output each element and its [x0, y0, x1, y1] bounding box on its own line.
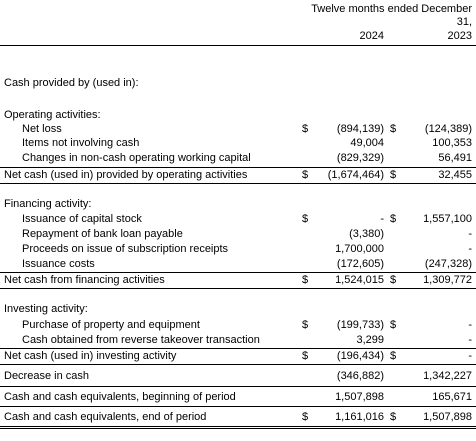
value-2024: (894,139)	[336, 123, 384, 135]
value-2024: 1,507,898	[335, 391, 384, 403]
row-label: Issuance costs	[22, 258, 95, 270]
value-2024: 1,161,016	[335, 411, 384, 423]
value-2024: (829,329)	[336, 152, 384, 164]
row-label: Net cash from financing activities	[4, 274, 165, 286]
value-2023: 56,491	[438, 152, 472, 164]
row-label: Changes in non-cash operating working capital	[22, 152, 251, 164]
row-label: Net loss	[22, 123, 62, 135]
grand-total-rule	[0, 426, 476, 429]
value-2024: (3,380)	[349, 228, 384, 240]
row-label: Purchase of property and equipment	[22, 319, 200, 331]
row-label: Net cash (used in) provided by operating activities	[4, 169, 248, 181]
currency-symbol: $	[302, 319, 309, 331]
row-label: Decrease in cash	[4, 370, 89, 382]
value-2024: (172,605)	[336, 258, 384, 270]
currency-symbol: $	[390, 411, 397, 423]
value-2023: -	[468, 334, 472, 346]
value-2024: (1,674,464)	[327, 169, 384, 181]
currency-symbol: $	[390, 123, 397, 135]
value-2023: 165,671	[432, 391, 472, 403]
section-heading-financing: Financing activity:	[4, 198, 92, 210]
column-header-2024: 2024	[359, 30, 384, 42]
currency-symbol: $	[390, 350, 397, 362]
header-rule	[0, 45, 476, 46]
value-2023: 1,557,100	[423, 213, 472, 225]
value-2023: (124,389)	[424, 123, 472, 135]
value-2023: (247,328)	[424, 258, 472, 270]
value-2023: 32,455	[438, 169, 472, 181]
value-2023: 100,353	[432, 137, 472, 149]
value-2023: -	[468, 319, 472, 331]
currency-symbol: $	[390, 319, 397, 331]
section-rule	[0, 364, 476, 365]
value-2024: 1,700,000	[335, 243, 384, 255]
currency-symbol: $	[390, 169, 397, 181]
subtotal-rule	[0, 348, 476, 349]
section-rule	[0, 406, 476, 407]
period-header-line1: Twelve months ended December	[311, 3, 472, 15]
value-2024: (196,434)	[336, 350, 384, 362]
section-heading-operating: Operating activities:	[4, 109, 101, 121]
subtotal-rule	[0, 167, 476, 168]
row-label: Cash and cash equivalents, beginning of period	[4, 391, 236, 403]
currency-symbol: $	[302, 350, 309, 362]
section-rule	[0, 183, 476, 184]
intro-label: Cash provided by (used in):	[4, 77, 139, 89]
value-2024: (199,733)	[336, 319, 384, 331]
value-2024: -	[380, 213, 384, 225]
currency-symbol: $	[302, 274, 309, 286]
currency-symbol: $	[302, 169, 309, 181]
row-label: Proceeds on issue of subscription receipts	[22, 243, 229, 255]
currency-symbol: $	[302, 411, 309, 423]
currency-symbol: $	[390, 213, 397, 225]
currency-symbol: $	[302, 123, 309, 135]
value-2024: 1,524,015	[335, 274, 384, 286]
value-2023: -	[468, 350, 472, 362]
value-2024: 3,299	[356, 334, 384, 346]
row-label: Issuance of capital stock	[22, 213, 142, 225]
value-2023: 1,507,898	[423, 411, 472, 423]
value-2023: 1,342,227	[423, 370, 472, 382]
value-2023: -	[468, 243, 472, 255]
value-2024: (346,882)	[336, 370, 384, 382]
currency-symbol: $	[390, 274, 397, 286]
value-2023: 1,309,772	[423, 274, 472, 286]
period-header-line2: 31,	[456, 16, 472, 28]
row-label: Items not involving cash	[22, 137, 140, 149]
row-label: Net cash (used in) investing activity	[4, 350, 177, 362]
value-2023: -	[468, 228, 472, 240]
row-label: Cash and cash equivalents, end of period	[4, 411, 207, 423]
section-rule	[0, 288, 476, 289]
row-label: Cash obtained from reverse takeover transaction	[22, 334, 260, 346]
section-rule	[0, 386, 476, 387]
section-heading-investing: Investing activity:	[4, 303, 88, 315]
currency-symbol: $	[302, 213, 309, 225]
value-2024: 49,004	[350, 137, 384, 149]
row-label: Repayment of bank loan payable	[22, 228, 183, 240]
subtotal-rule	[0, 272, 476, 273]
column-header-2023: 2023	[447, 30, 472, 42]
